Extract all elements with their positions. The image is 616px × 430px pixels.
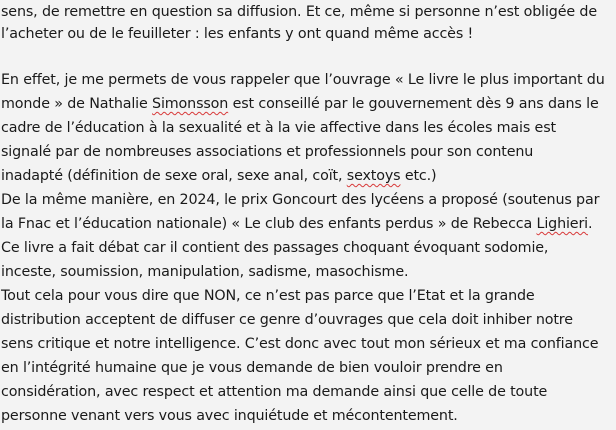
paragraph-line: Tout cela pour vous dire que NON, ce n’est pas parce que l’Etat et la grande [1,288,535,304]
paragraph-line: en l’intégrité humaine que je vous demande de bien vouloir prendre en [1,360,503,376]
misspelled-word[interactable]: Simonsson [152,96,229,112]
paragraph-line: signalé par de nombreuses associations et professionnels pour son contenu [1,144,534,160]
line-segment: etc.) [400,168,437,184]
misspelled-word[interactable]: Lighieri [536,216,588,232]
paragraph-line: cadre de l’éducation à la sexualité et à la vie affective dans les écoles mais est [1,120,556,136]
line-segment: inadapté (définition de sexe oral, sexe anal, coït, [1,168,347,184]
paragraph-line: personne venant vers vous avec inquiétude et mécontentement. [1,408,458,424]
paragraph-line [1,214,592,234]
paragraph-line [1,166,436,186]
paragraph-line: En effet, je me permets de vous rappeler que l’ouvrage « Le livre le plus important du [1,72,605,88]
paragraph-line: distribution acceptent de diffuser ce genre d’ouvrages que cela doit inhiber notre [1,312,573,328]
paragraph-line: De la même manière, en 2024, le prix Goncourt des lycéens a proposé (soutenus par [1,192,600,208]
line-segment: . [588,216,593,232]
paragraph-line: inceste, soumission, manipulation, sadisme, masochisme. [1,264,409,280]
line-segment: monde » de Nathalie [1,96,153,112]
paragraph-line: sens, de remettre en question sa diffusion. Et ce, même si personne n’est obligée de [1,4,597,20]
paragraph-line: l’acheter ou de le feuilleter : les enfants y ont quand même accès ! [1,26,474,42]
paragraph-line [1,94,599,114]
misspelled-word[interactable]: sextoys [346,168,401,184]
line-segment: est conseillé par le gouvernement dès 9 ans dans le [228,96,599,112]
paragraph-line: Ce livre a fait débat car il contient des passages choquant évoquant sodomie, [1,240,549,256]
paragraph-line: sens critique et notre intelligence. C’est donc avec tout mon sérieux et ma confiance [1,336,599,352]
paragraph-line: considération, avec respect et attention ma demande ainsi que celle de toute [1,384,548,400]
line-segment: la Fnac et l’éducation nationale) « Le club des enfants perdus » de Rebecca [1,216,537,232]
